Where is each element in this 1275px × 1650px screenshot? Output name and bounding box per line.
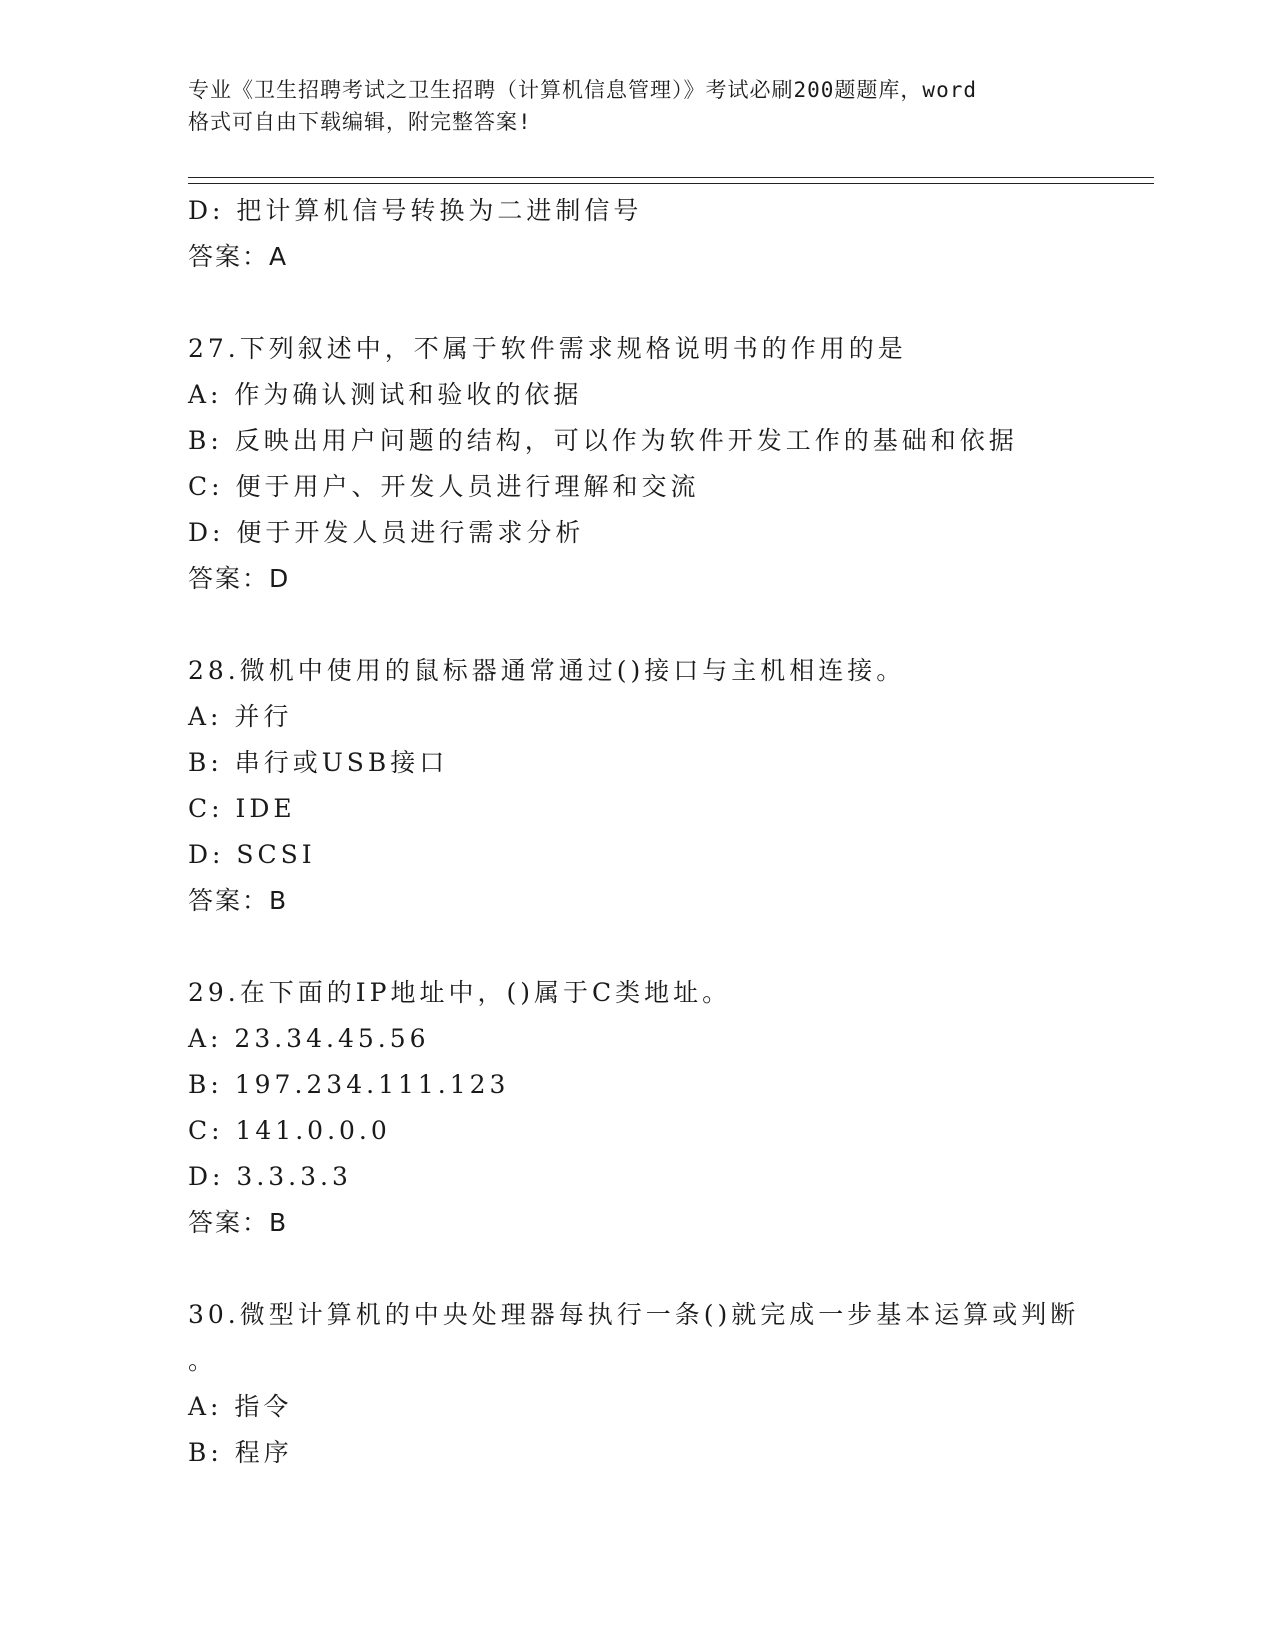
option-c: C: 141.0.0.0	[188, 1116, 391, 1145]
option-b: B: 串行或USB接口	[188, 748, 449, 777]
header-double-rule	[188, 177, 1154, 184]
page-header	[188, 74, 1088, 138]
option-b: B: 197.234.111.123	[188, 1070, 510, 1099]
answer-line: 答案：D	[188, 564, 291, 593]
spacer	[188, 924, 1154, 970]
spacer	[188, 1246, 1154, 1292]
option-a: A: 作为确认测试和验收的依据	[188, 380, 583, 409]
option-a: A: 并行	[188, 702, 293, 731]
option-c: C: IDE	[188, 794, 296, 823]
option-d: D: 3.3.3.3	[188, 1162, 352, 1191]
answer-line: 答案：A	[188, 242, 289, 271]
answer-line: 答案：B	[188, 1208, 289, 1237]
option-a: A: 23.34.45.56	[188, 1024, 430, 1053]
option-a: A: 指令	[188, 1392, 293, 1421]
header-line-1: 专业《卫生招聘考试之卫生招聘（计算机信息管理）》考试必刷200题题库，word	[188, 78, 977, 102]
question-stem-27: 27.下列叙述中，不属于软件需求规格说明书的作用的是	[188, 334, 907, 363]
option-b: B: 反映出用户问题的结构，可以作为软件开发工作的基础和依据	[188, 426, 1018, 455]
option-c: C: 便于用户、开发人员进行理解和交流	[188, 472, 700, 501]
option-d: D: SCSI	[188, 840, 316, 869]
question-stem-28: 28.微机中使用的鼠标器通常通过()接口与主机相连接。	[188, 656, 906, 685]
option-d: D: 便于开发人员进行需求分析	[188, 518, 585, 547]
spacer	[188, 280, 1154, 326]
question-stem-30: 30.微型计算机的中央处理器每执行一条()就完成一步基本运算或判断	[188, 1300, 1080, 1329]
answer-line: 答案：B	[188, 886, 289, 915]
question-stem-29: 29.在下面的IP地址中，()属于C类地址。	[188, 978, 732, 1007]
question-list	[188, 188, 1154, 1476]
header-line-2: 格式可自由下载编辑，附完整答案!	[188, 110, 532, 134]
option-b: B: 程序	[188, 1438, 293, 1467]
spacer	[188, 602, 1154, 648]
option-d: D: 把计算机信号转换为二进制信号	[188, 196, 643, 225]
question-stem-30-continued: 。	[188, 1346, 218, 1375]
